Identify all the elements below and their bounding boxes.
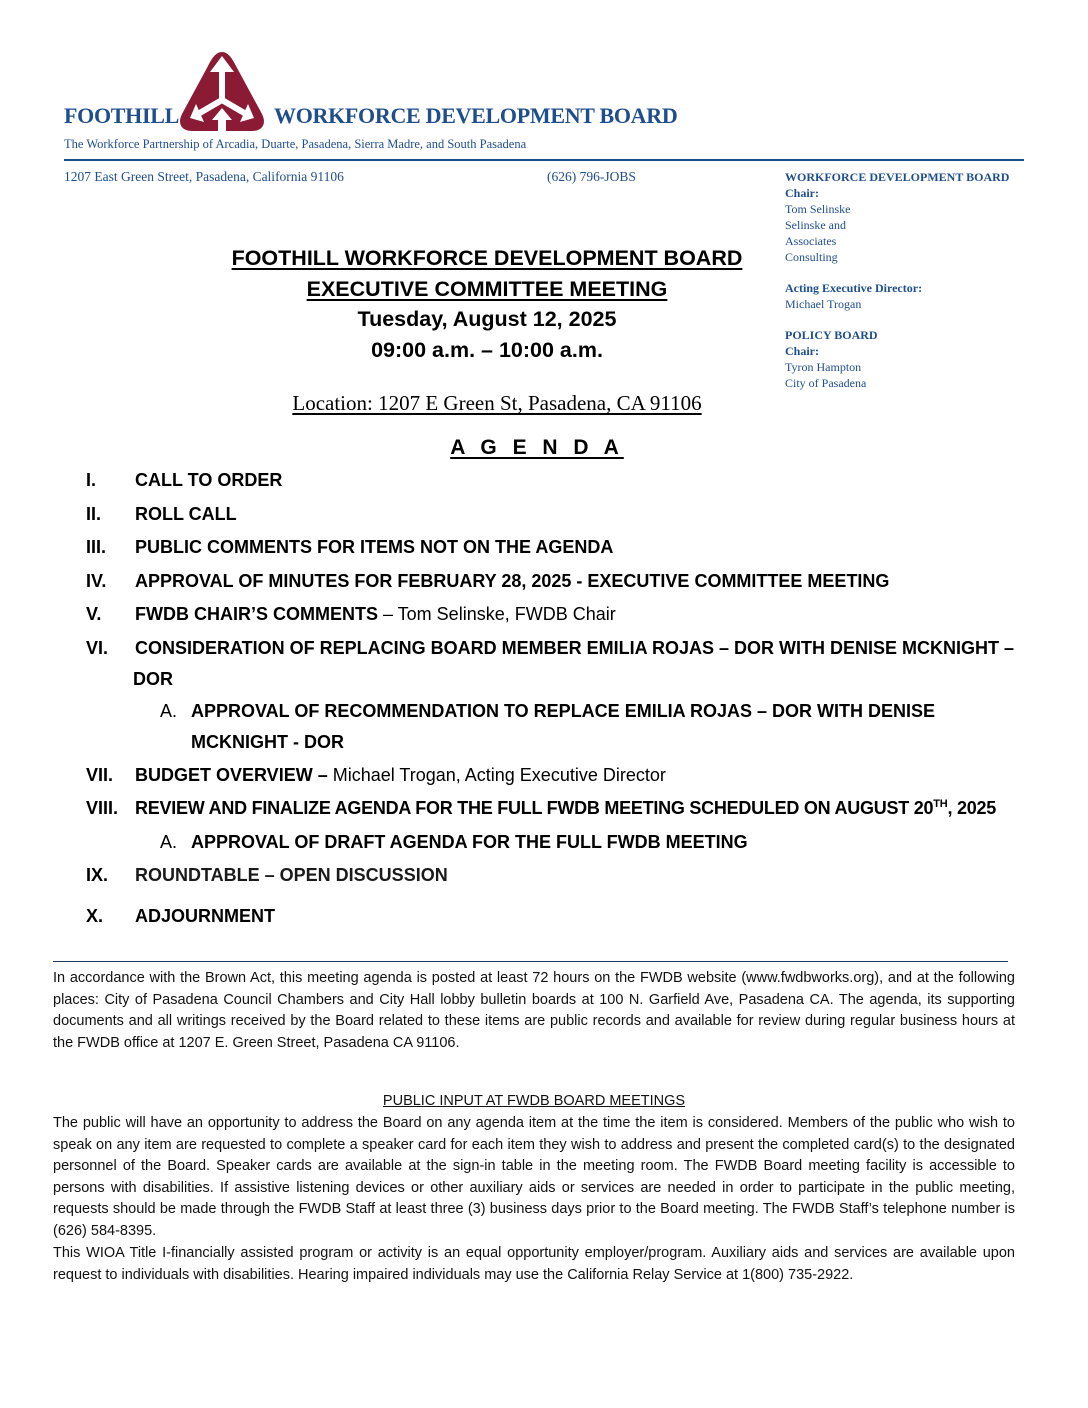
- meeting-subtitle: EXECUTIVE COMMITTEE MEETING: [306, 276, 668, 301]
- item-number: III.: [86, 537, 107, 557]
- subitem-text: APPROVAL OF DRAFT AGENDA FOR THE FULL FWDB MEETING: [191, 832, 748, 852]
- agenda-item: [0, 760, 1088, 791]
- item-number: II.: [86, 504, 102, 524]
- wdb-chair-line: Consulting: [785, 250, 838, 264]
- item-text: CALL TO ORDER: [135, 470, 283, 490]
- org-name-left: FOOTHILL: [64, 103, 179, 128]
- subitem-text: APPROVAL OF RECOMMENDATION TO REPLACE EMILIA ROJAS – DOR WITH DENISE: [191, 701, 936, 721]
- fwdb-logo-icon: [176, 48, 268, 134]
- agenda-subitem: [0, 827, 1088, 858]
- header-divider: [64, 159, 1024, 161]
- agenda-subitem: [0, 696, 1088, 758]
- subitem-text-cont: MCKNIGHT - DOR: [191, 732, 344, 752]
- item-text: BUDGET OVERVIEW –: [135, 765, 328, 785]
- agenda-item: [0, 793, 1088, 824]
- agenda-item: [0, 532, 1088, 563]
- item-text: CONSIDERATION OF REPLACING BOARD MEMBER EMILIA ROJAS – DOR WITH DENISE MCKNIGHT –: [135, 638, 1015, 658]
- agenda-item: [0, 633, 1088, 695]
- meeting-date: Tuesday, August 12, 2025: [357, 307, 617, 331]
- wdb-chair-line: Tom Selinske: [785, 202, 851, 216]
- meeting-time: 09:00 a.m. – 10:00 a.m.: [371, 337, 603, 362]
- policy-chair-line: City of Pasadena: [785, 376, 867, 390]
- agenda-item: [0, 599, 1088, 630]
- subitem-letter: A.: [160, 832, 178, 852]
- agenda-item: [0, 860, 1088, 891]
- item-text: PUBLIC COMMENTS FOR ITEMS NOT ON THE AGENDA: [135, 537, 614, 557]
- agenda-item: [0, 901, 1088, 932]
- item-text: ADJOURNMENT: [135, 906, 276, 926]
- meeting-title: FOOTHILL WORKFORCE DEVELOPMENT BOARD: [231, 246, 743, 270]
- org-name-right: WORKFORCE DEVELOPMENT BOARD: [274, 103, 678, 128]
- wioa-notice: This WIOA Title I-financially assisted program or activity is an equal opportunity employer/program. Auxiliary aids and services are available upon request to individuals with disabilities. Hearing impaired individuals may use the California Relay Service at 1(800) 735-2922.: [53, 1245, 1015, 1283]
- item-detail: Michael Trogan, Acting Executive Director: [327, 765, 666, 785]
- policy-chair-line: Tyron Hampton: [785, 360, 862, 374]
- public-input-heading: PUBLIC INPUT AT FWDB BOARD MEETINGS: [382, 1093, 686, 1109]
- item-text: REVIEW AND FINALIZE AGENDA FOR THE FULL FWDB MEETING SCHEDULED ON AUGUST 20: [135, 798, 934, 818]
- meeting-title-block: [200, 243, 774, 365]
- item-number: VI.: [86, 638, 109, 658]
- item-text: FWDB CHAIR’S COMMENTS: [135, 604, 378, 624]
- wdb-chair-line: Associates: [785, 234, 837, 248]
- director-label: Acting Executive Director:: [785, 281, 923, 295]
- item-text: APPROVAL OF MINUTES FOR FEBRUARY 28, 2025 - EXECUTIVE COMMITTEE MEETING: [135, 571, 890, 591]
- item-superscript: TH: [933, 798, 948, 810]
- item-number: VII.: [86, 765, 114, 785]
- agenda-item: [0, 499, 1088, 530]
- item-number: V.: [86, 604, 102, 624]
- policy-heading: POLICY BOARD: [785, 328, 878, 342]
- phone: (626) 796-JOBS: [547, 169, 636, 184]
- item-number: IV.: [86, 571, 107, 591]
- item-text-cont: DOR: [133, 669, 173, 689]
- item-text-tail: , 2025: [947, 798, 996, 818]
- item-detail: – Tom Selinske, FWDB Chair: [377, 604, 616, 624]
- item-number: X.: [86, 906, 104, 926]
- wdb-heading: WORKFORCE DEVELOPMENT BOARD: [785, 170, 1010, 184]
- agenda-item: [0, 465, 1088, 496]
- tagline: The Workforce Partnership of Arcadia, Duarte, Pasadena, Sierra Madre, and South Pasadena: [64, 137, 527, 151]
- director-name: Michael Trogan: [785, 297, 862, 311]
- address: 1207 East Green Street, Pasadena, California 91106: [64, 169, 344, 184]
- brown-act-notice: In accordance with the Brown Act, this meeting agenda is posted at least 72 hours on the FWDB website (www.fwdbworks.org), and at the following places: City of Pasadena Council Chambers and City Hall lobby bulletin boards at 100 N. Garfield Ave, Pasadena CA. The agenda, its supporting documents and all writings received by the Board related to these items are public records and available for review during regular business hours at the FWDB office at 1207 E. Green Street, Pasadena CA 91106.: [53, 970, 1015, 1051]
- public-input-notice: The public will have an opportunity to address the Board on any agenda item at the time the item is considered. Members of the public who wish to speak on any item are requested to complete a speaker card for each item they wish to address and present the completed card(s) to the designated personnel of the Board. Speaker cards are available at the sign-in table in the meeting room. The FWDB Board meeting facility is accessible to persons with disabilities. If assistive listening devices or other auxiliary aids or services are needed in order to participate in the public meeting, requests should be made through the FWDB Staff at least three (3) business days prior to the Board meeting. The FWDB Staff’s telephone number is (626) 584-8395.: [53, 1115, 1015, 1239]
- meeting-location: Location: 1207 E Green St, Pasadena, CA 91106: [292, 391, 702, 415]
- item-text: ROUNDTABLE – OPEN DISCUSSION: [135, 865, 448, 885]
- wdb-chair-line: Selinske and: [785, 218, 846, 232]
- item-number: I.: [86, 470, 97, 490]
- wdb-chair-label: Chair:: [785, 186, 819, 200]
- item-text: ROLL CALL: [135, 504, 237, 524]
- agenda-heading: A G E N D A: [450, 436, 624, 459]
- item-number: VIII.: [86, 798, 119, 818]
- subitem-letter: A.: [160, 701, 178, 721]
- policy-chair-label: Chair:: [785, 344, 819, 358]
- footer-divider: [53, 961, 1008, 962]
- agenda-item: [0, 566, 1088, 597]
- item-number: IX.: [86, 865, 109, 885]
- board-sidebar: [785, 169, 1025, 391]
